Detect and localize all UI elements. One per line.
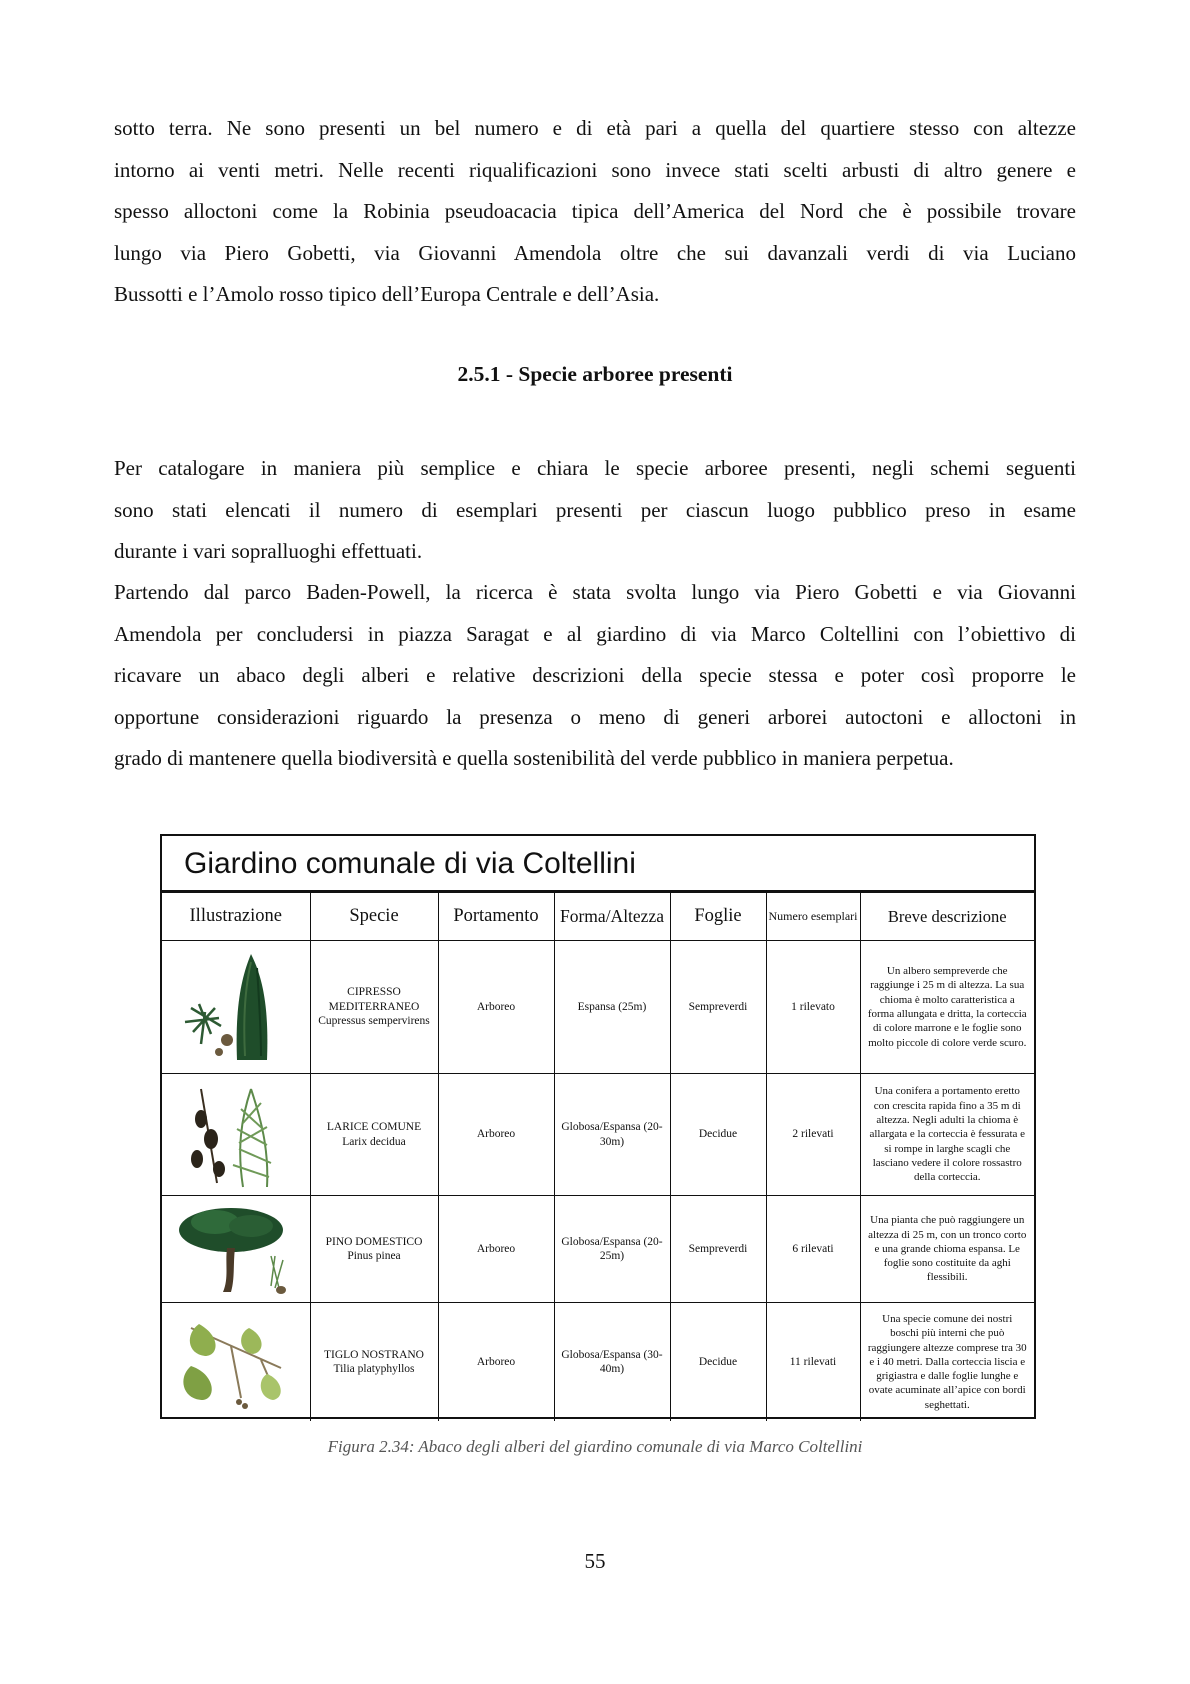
- linden-illustration-icon: [171, 1308, 301, 1416]
- numero-cell: 2 rilevati: [766, 1074, 860, 1196]
- descrizione-cell: Una conifera a portamento eretto con crescita rapida fino a 35 m di altezza. Negli adulti la chioma è allargata e la corteccia è fessurata e si rompe in larghe scagli che lasciano vedere il colore rossastro della corteccia.: [860, 1074, 1034, 1196]
- text-line: sono stati elencati il numero di esemplari presenti per ciascun luogo pubblico preso in esame: [114, 497, 1076, 522]
- forma-cell: Globosa/Espansa (30-40m): [554, 1303, 670, 1422]
- species-cell: [310, 1074, 438, 1196]
- descrizione-cell: Una pianta che può raggiungere un altezza di 25 m, con un tronco corto e una grande chioma espansa. Le foglie sono costituite da aghi flessibili.: [860, 1196, 1034, 1303]
- species-latin: Pinus pinea: [347, 1250, 401, 1262]
- figure-caption: Figura 2.34: Abaco degli alberi del giardino comunale di via Marco Coltellini: [327, 1437, 863, 1456]
- species-latin: Tilia platyphyllos: [333, 1363, 415, 1375]
- table-row: [162, 941, 1034, 1074]
- cypress-illustration-icon: [171, 948, 301, 1066]
- species-name: PINO DOMESTICO: [325, 1235, 423, 1248]
- tree-catalog-table: [162, 892, 1034, 1421]
- descrizione-cell: Una specie comune dei nostri boschi più interni che può raggiungere altezze comprese tra 30 e i 40 metri. Dalla corteccia liscia e grigiastra e dalle foglie lunghe e ovate acuminate all’apice con bordi seghettati.: [860, 1303, 1034, 1422]
- stone-pine-illustration-icon: [171, 1200, 301, 1298]
- species-latin: Larix decidua: [342, 1135, 406, 1148]
- numero-cell: 1 rilevato: [766, 941, 860, 1074]
- table-row: [162, 1303, 1034, 1422]
- species-name: CIPRESSO MEDITERRANEO: [328, 986, 420, 1013]
- portamento-cell: Arboreo: [438, 941, 554, 1074]
- text-line: Amendola per concludersi in piazza Saragat e al giardino di via Marco Coltellini con l’obiettivo di: [114, 621, 1076, 646]
- header-forma: Forma/Altezza: [554, 893, 670, 941]
- paragraph-1: [114, 108, 1076, 316]
- portamento-cell: Arboreo: [438, 1196, 554, 1303]
- foglie-cell: Decidue: [670, 1074, 766, 1196]
- table-header-row: [162, 893, 1034, 941]
- text-line: opportune considerazioni riguardo la presenza o meno di generi arborei autoctoni e alloctoni in: [114, 704, 1076, 729]
- illustration-cell: [162, 941, 310, 1074]
- text-line: ricavare un abaco degli alberi e relative descrizioni della specie stessa e poter così proporre le: [114, 663, 1076, 687]
- header-descrizione: Breve descrizione: [860, 893, 1034, 941]
- text-line: Bussotti e l’Amolo rosso tipico dell’Europa Centrale e dell’Asia.: [114, 282, 660, 306]
- text-line: sotto terra. Ne sono presenti un bel numero e di età pari a quella del quartiere stesso con altezze: [114, 116, 1076, 140]
- forma-cell: Globosa/Espansa (20-30m): [554, 1074, 670, 1196]
- forma-cell: Globosa/Espansa (20-25m): [554, 1196, 670, 1303]
- species-name: LARICE COMUNE: [326, 1121, 422, 1133]
- page-number: 55: [584, 1549, 606, 1573]
- portamento-cell: Arboreo: [438, 1074, 554, 1196]
- species-cell: [310, 1196, 438, 1303]
- species-cell: [310, 941, 438, 1074]
- paragraph-3: [114, 572, 1076, 780]
- forma-cell: Espansa (25m): [554, 941, 670, 1074]
- illustration-cell: [162, 1074, 310, 1196]
- text-line: grado di mantenere quella biodiversità e quella sostenibilità del verde pubblico in maniera perpetua.: [114, 746, 954, 770]
- species-cell: [310, 1303, 438, 1422]
- header-foglie: Foglie: [670, 893, 766, 941]
- larch-illustration-icon: [171, 1079, 301, 1191]
- tree-catalog-figure: [160, 834, 1036, 1419]
- portamento-cell: Arboreo: [438, 1303, 554, 1422]
- table-row: [162, 1074, 1034, 1196]
- text-line: Partendo dal parco Baden-Powell, la ricerca è stata svolta lungo via Piero Gobetti e via Giovanni: [114, 580, 1076, 604]
- text-line: durante i vari sopralluoghi effettuati.: [114, 539, 423, 563]
- numero-cell: 11 rilevati: [766, 1303, 860, 1422]
- descrizione-cell: Un albero sempreverde che raggiunge i 25 m di altezza. La sua chioma è molto caratteristica a forma allungata e dritta, la corteccia di colore marrone e le foglie sono molto piccole di colore verde scuro.: [860, 941, 1034, 1074]
- foglie-cell: Sempreverdi: [670, 941, 766, 1074]
- section-heading: 2.5.1 - Specie arboree presenti: [457, 362, 733, 386]
- foglie-cell: Decidue: [670, 1303, 766, 1422]
- header-numero: Numero esemplari: [766, 893, 860, 941]
- numero-cell: 6 rilevati: [766, 1196, 860, 1303]
- illustration-cell: [162, 1196, 310, 1303]
- illustration-cell: [162, 1303, 310, 1422]
- species-latin: Cupressus sempervirens: [318, 1015, 430, 1028]
- foglie-cell: Sempreverdi: [670, 1196, 766, 1303]
- header-specie: Specie: [310, 893, 438, 941]
- paragraph-2: [114, 448, 1076, 573]
- header-portamento: Portamento: [438, 893, 554, 941]
- header-illustrazione: Illustrazione: [162, 893, 310, 941]
- table-title: Giardino comunale di via Coltellini: [162, 836, 1034, 892]
- text-line: intorno ai venti metri. Nelle recenti riqualificazioni sono invece stati scelti arbusti di altro genere e: [114, 157, 1076, 182]
- table-row: [162, 1196, 1034, 1303]
- species-name: TIGLO NOSTRANO: [324, 1348, 424, 1361]
- text-line: lungo via Piero Gobetti, via Giovanni Amendola oltre che sui davanzali verdi di via Luciano: [114, 240, 1076, 265]
- text-line: Per catalogare in maniera più semplice e chiara le specie arboree presenti, negli schemi seguenti: [114, 456, 1076, 480]
- text-line: spesso alloctoni come la Robinia pseudoacacia tipica dell’America del Nord che è possibile trovare: [114, 199, 1076, 223]
